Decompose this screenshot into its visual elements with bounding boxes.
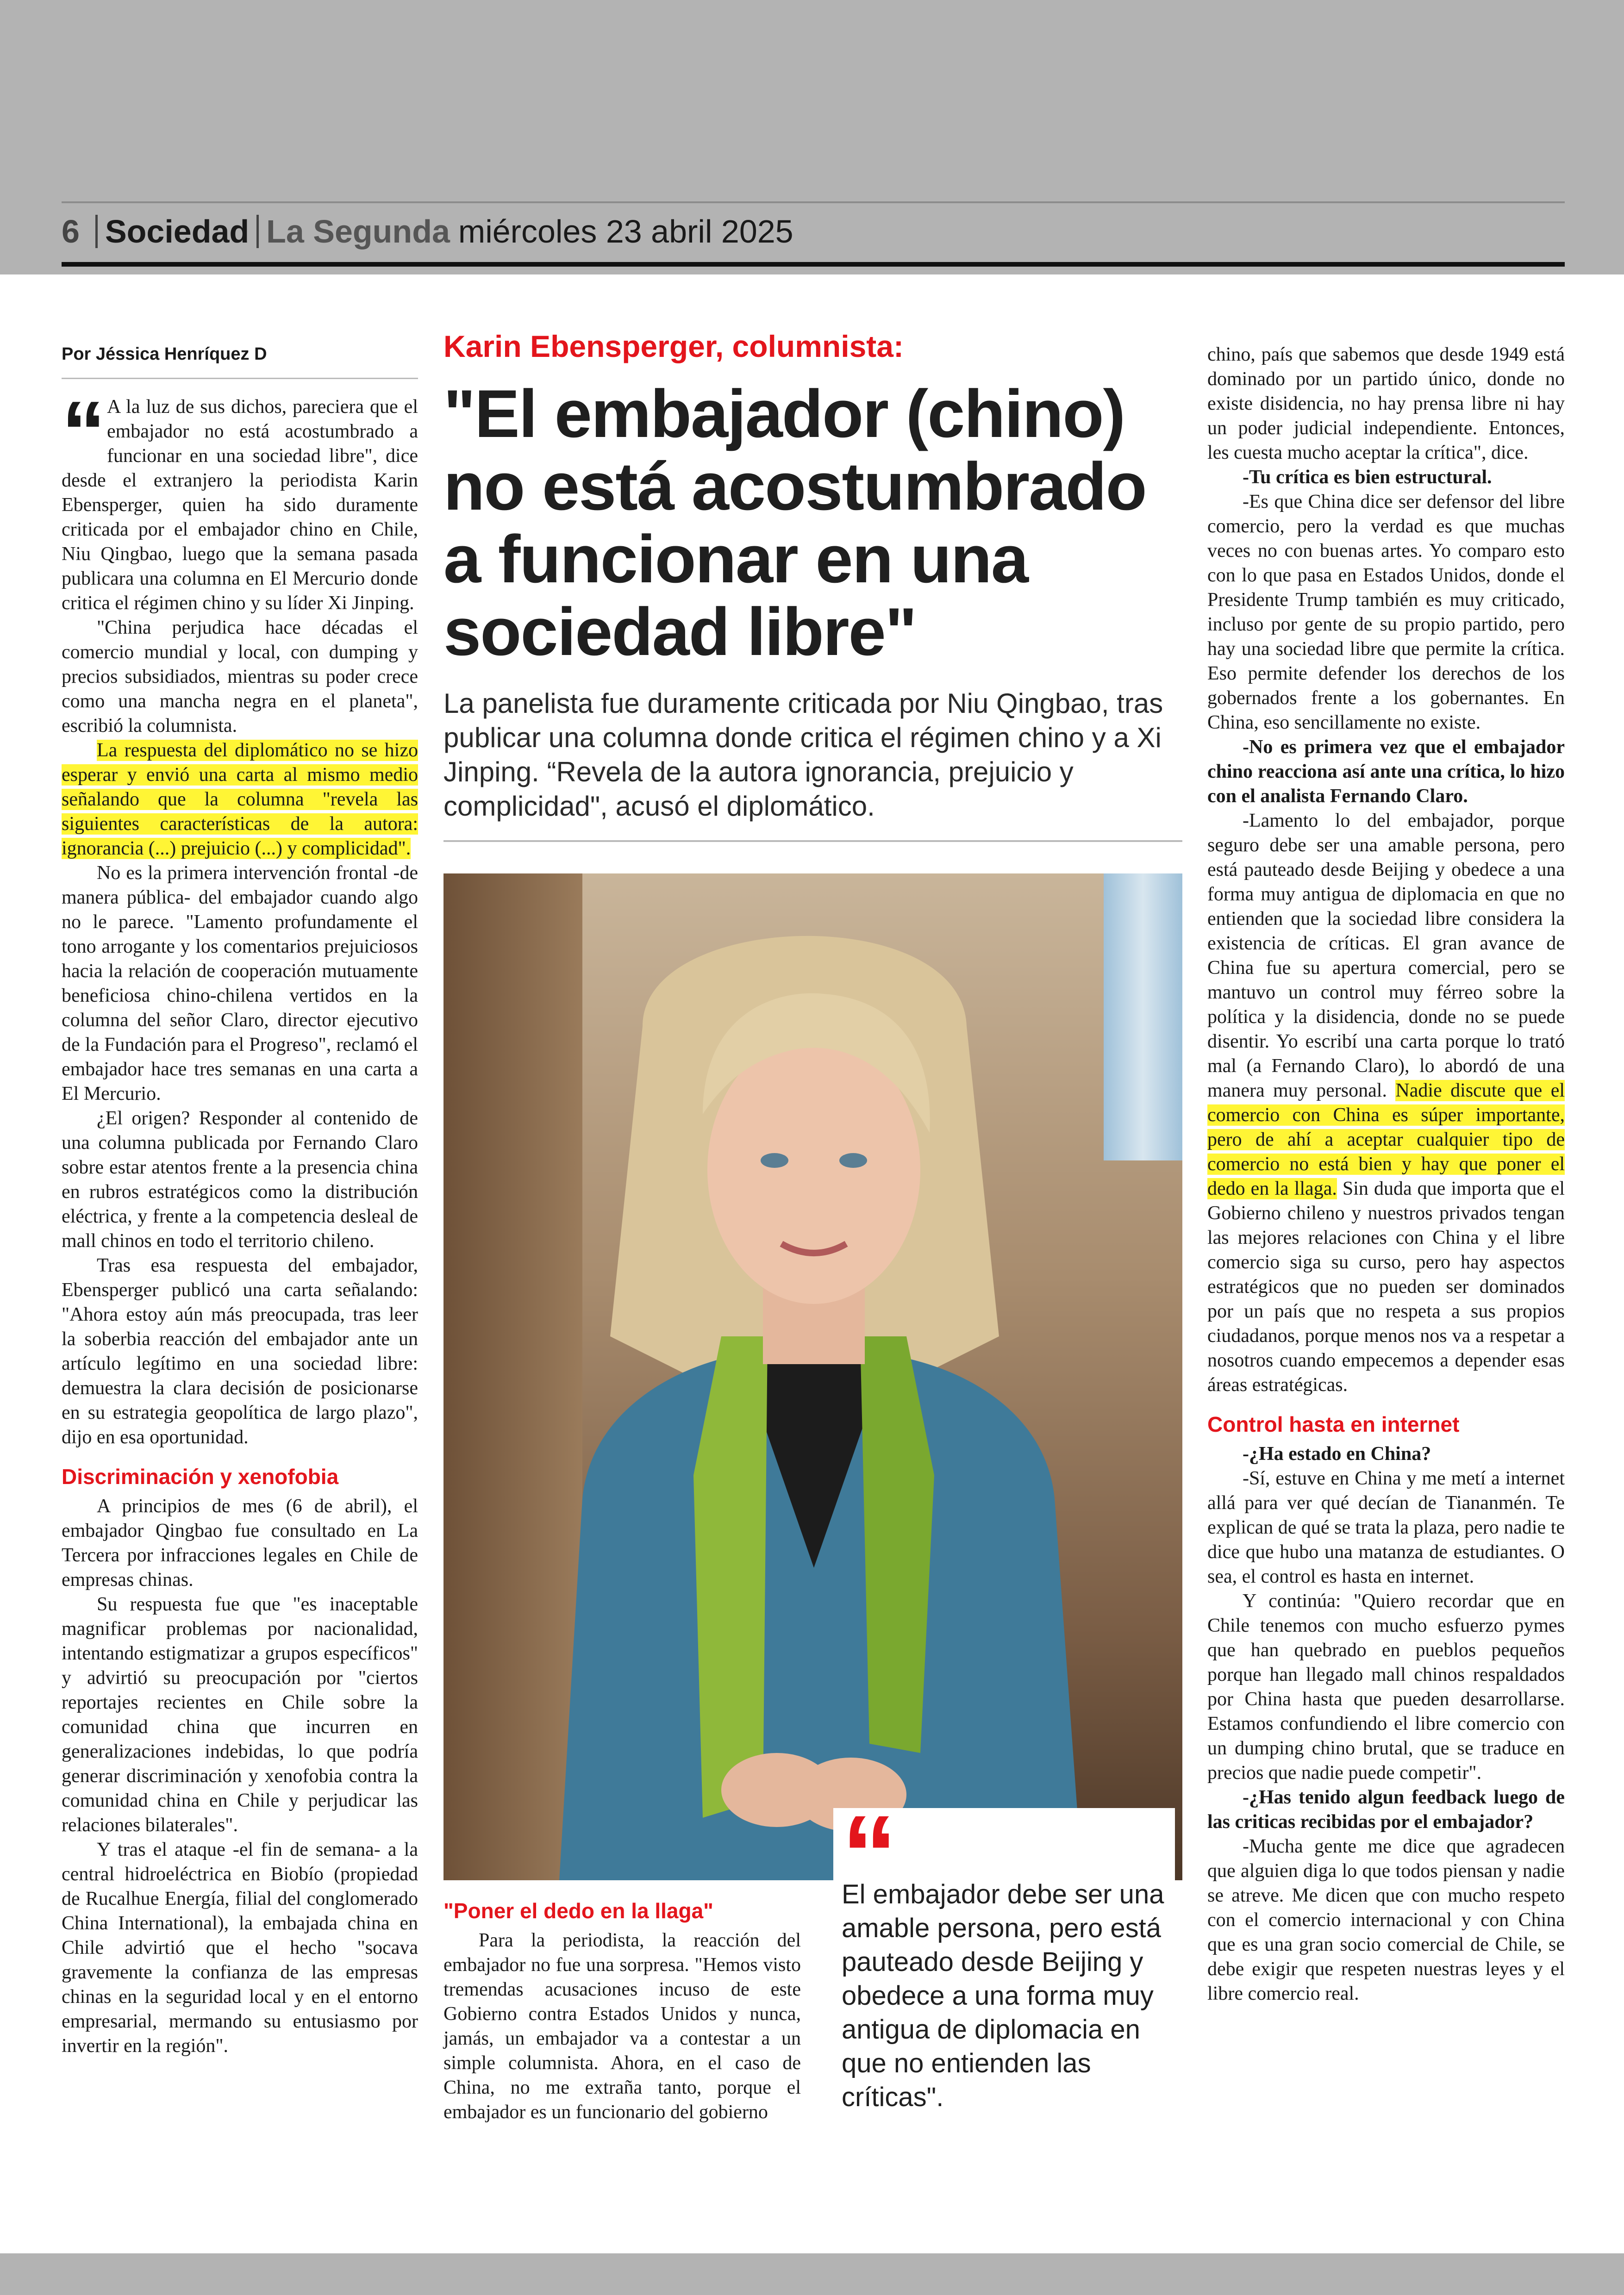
folio: [62, 208, 793, 255]
headline-block: [443, 326, 1182, 842]
paragraph: Y tras el ataque -el fin de semana- a la central hidroeléctrica en Biobío (propiedad de Rucalhue Energía, filial del conglomerado China International), la embajada china en Chile advirtió que el hecho "socava gravemente la confianza de las empresas chinas en la seguridad local y en el entorno empresarial, mermando su entusiasmo por invertir en la región".: [62, 1839, 418, 2057]
header-rule-top: [62, 201, 1565, 203]
article-column-3: [1207, 343, 1565, 2006]
byline: Por Jéssica Henríquez D: [62, 343, 418, 379]
headline: "El embajador (chino) no está acostumbrado a funcionar en una sociedad libre": [443, 376, 1146, 669]
folio-separator: [95, 215, 98, 248]
interview-question: -Tu crítica es bien estructural.: [1243, 467, 1492, 488]
article-column-2: [443, 1897, 801, 2125]
section-name: Sociedad: [105, 213, 250, 249]
kicker: Karin Ebensperger, columnista:: [443, 329, 904, 363]
highlighted-paragraph: [62, 738, 418, 861]
deck: La panelista fue duramente criticada por Niu Qingbao, tras publicar una columna donde critica el régimen chino y a Xi Jinping. “Revela de la autora ignorancia, prejuicio y complicidad", acusó el diplomático.: [443, 686, 1182, 842]
subheading: Control hasta en internet: [1207, 1412, 1460, 1436]
paragraph: Y continúa: "Quiero recordar que en Chile tenemos con mucho esfuerzo pymes que han quebrado en pueblos pequeños porque han llegado mall chinos respaldados por China hasta que pueden desarrollarse. Estamos confundiendo el libre comercio con un dumping chino brutal, que se traduce en precios que nadie puede competir".: [1207, 1590, 1565, 1784]
interview-answer: -Sí, estuve en China y me metí a internet allá para ver qué decían de Tiananmén. Te explican de qué se trata la plaza, pero nadie te dice que hubo una matanza de estudiantes. O sea, el control es hasta en internet.: [1207, 1468, 1565, 1587]
highlight: Nadie discute que el comercio con China es súper importante, pero de ahí a aceptar cualquier tipo de comercio no está bien y hay que poner el dedo en la llaga.: [1207, 1080, 1565, 1199]
paragraph: A principios de mes (6 de abril), el embajador Qingbao fue consultado en La Tercera por infracciones legales en Chile de empresas chinas.: [62, 1496, 418, 1590]
interview-question: -¿Has tenido algun feedback luego de las criticas recibidas por el embajador?: [1207, 1787, 1565, 1833]
paragraph: Su respuesta fue que "es inaceptable magnificar problemas por nacionalidad, intentando estigmatizar a grupos específicos" y advirtió su preocupación por "ciertos reportajes recientes en Chile sobre la comunidad china que incurren en generalizaciones indebidas, lo que podría generar discriminación y xenofobia contra la comunidad china en Chile y perjudicar las relaciones bilaterales".: [62, 1594, 418, 1836]
paragraph: Tras esa respuesta del embajador, Ebensperger publicó una carta señalando: "Ahora estoy aún más preocupada, tras leer la soberbia reacción del embajador ante un artículo legítimo en una sociedad libre: demuestra la clara decisión de posicionarse en su estrategia geopolítica de largo plazo", dijo en esa oportunidad.: [62, 1255, 418, 1448]
issue-date: miércoles 23 abril 2025: [458, 213, 793, 249]
page-number: 6: [62, 213, 80, 249]
header-rule-bottom: [62, 262, 1565, 267]
pull-quote-text: El embajador debe ser una amable persona, pero está pauteado desde Beijing y obedece a una forma muy antigua de diplomacia en que no entienden las críticas".: [842, 1879, 1164, 2112]
paragraph: "China perjudica hace décadas el comercio mundial y local, con dumping y precios subsidiados, mientras su poder crece como una mancha negra en el planeta", escribió la columnista.: [62, 617, 418, 736]
lead-paragraph: “ A la luz de sus dichos, pareciera que el embajador no está acostumbrado a funcionar en una sociedad libre", dice desde el extranjero la periodista Karin Ebensperger, quien ha sido duramente criticada por el embajador chino en Chile, Niu Qingbao, luego que la semana pasada publicara una columna en El Mercurio donde critica el régimen chino y su líder Xi Jinping.: [62, 383, 418, 614]
folio-separator: [256, 215, 259, 248]
subheading: Discriminación y xenofobia: [62, 1465, 339, 1489]
subheading: "Poner el dedo en la llaga": [443, 1899, 713, 1923]
masthead-band: [0, 0, 1624, 274]
quote-mark-icon: “: [842, 1792, 897, 1916]
paragraph: ¿El origen? Responder al contenido de una columna publicada por Fernando Claro sobre estar atentos frente a la presencia china en rubros estratégicos como la distribución eléctrica, y frente a la competencia desleal de mall chinos en todo el territorio chileno.: [62, 1108, 418, 1252]
paragraph: chino, país que sabemos que desde 1949 está dominado por un partido único, donde no existe disidencia, no hay prensa libre ni hay un poder judicial independiente. Entonces, les cuesta mucho aceptar la crítica", dice.: [1207, 344, 1565, 463]
interview-answer: -Mucha gente me dice que agradecen que alguien diga lo que todos piensan y nadie se atreve. Me dicen que con mucho respeto con el comercio internacional y con China que es una gran socio comercial de Chile, se debe exigir que respeten nuestras leyes y el libre comercio real.: [1207, 1836, 1565, 2004]
interview-question: -No es primera vez que el embajador chino reacciona así ante una crítica, lo hizo con el analista Fernando Claro.: [1207, 736, 1565, 807]
publication-name: La Segunda: [266, 213, 450, 249]
interview-answer: -Lamento lo del embajador, porque seguro debe ser una amable persona, pero está pauteado desde Beijing y obedece a una forma muy antigua de diplomacia en que no entienden que la sociedad libre considera la existencia de críticas. El gran avance de China fue su apertura comercial, pero se mantuvo un control muy férreo sobre la política y la disidencia, donde no se puede disentir. Yo escribí una carta porque lo trató mal (a Fernando Claro), lo abordó de una manera muy personal. Nadie discute que el comercio con China es súper importante, pero de ahí a aceptar cualquier tipo de comercio no está bien y hay que poner el dedo en la llaga. Sin duda que importa que el Gobierno chileno y nuestros privados tengan las mejores relaciones con China y el libre comercio siga su curso, pero hay aspectos estratégicos que no pueden ser dominados por un país que no respeta a sus propios ciudadanos, porque menos nos va a respetar a nosotros cuando empecemos a depender esas áreas estratégicas.: [1207, 810, 1565, 1396]
pull-quote: [833, 1792, 1175, 2132]
interview-answer: -Es que China dice ser defensor del libre comercio, pero la verdad es que muchas veces no con buenas artes. Yo comparo esto con lo que pasa en Estados Unidos, donde el Presidente Trump también es muy criticado, incluso por gente de su propio partido, pero hay una sociedad libre que permite la crítica. Eso permite defender los derechos de los gobernados frente a los gobernantes. En China, eso sencillamente no existe.: [1207, 491, 1565, 733]
paragraph: Para la periodista, la reacción del embajador no fue una sorpresa. "Hemos visto tremendas acusaciones incuso de este Gobierno contra Estados Unidos y nunca, jamás, un embajador va a contestar a un simple columnista. Ahora, en el caso de China, no me extraña tanto, porque el embajador es un funcionario del gobierno: [443, 1930, 801, 2123]
footer-band: [0, 2253, 1624, 2295]
highlight: La respuesta del diplomático no se hizo esperar y envió una carta al mismo medio señalando que la columna "revela las siguientes características de la autora: ignorancia (...) prejuicio (...) y complicidad".: [62, 740, 418, 859]
paragraph: No es la primera intervención frontal -de manera pública- del embajador cuando algo no le parece. "Lamento profundamente el tono arrogante y los comentarios prejuiciosos hacia la relación de cooperación mutuamente beneficiosa chino-chilena vertidos en la columna del señor Claro, director ejecutivo de la Fundación para el Progreso", reclamó el embajador hace tres semanas en una carta a El Mercurio.: [62, 862, 418, 1104]
drop-quote-icon: “: [62, 383, 106, 481]
article-column-1: [62, 343, 418, 2058]
interview-question: -¿Ha estado en China?: [1243, 1443, 1431, 1465]
